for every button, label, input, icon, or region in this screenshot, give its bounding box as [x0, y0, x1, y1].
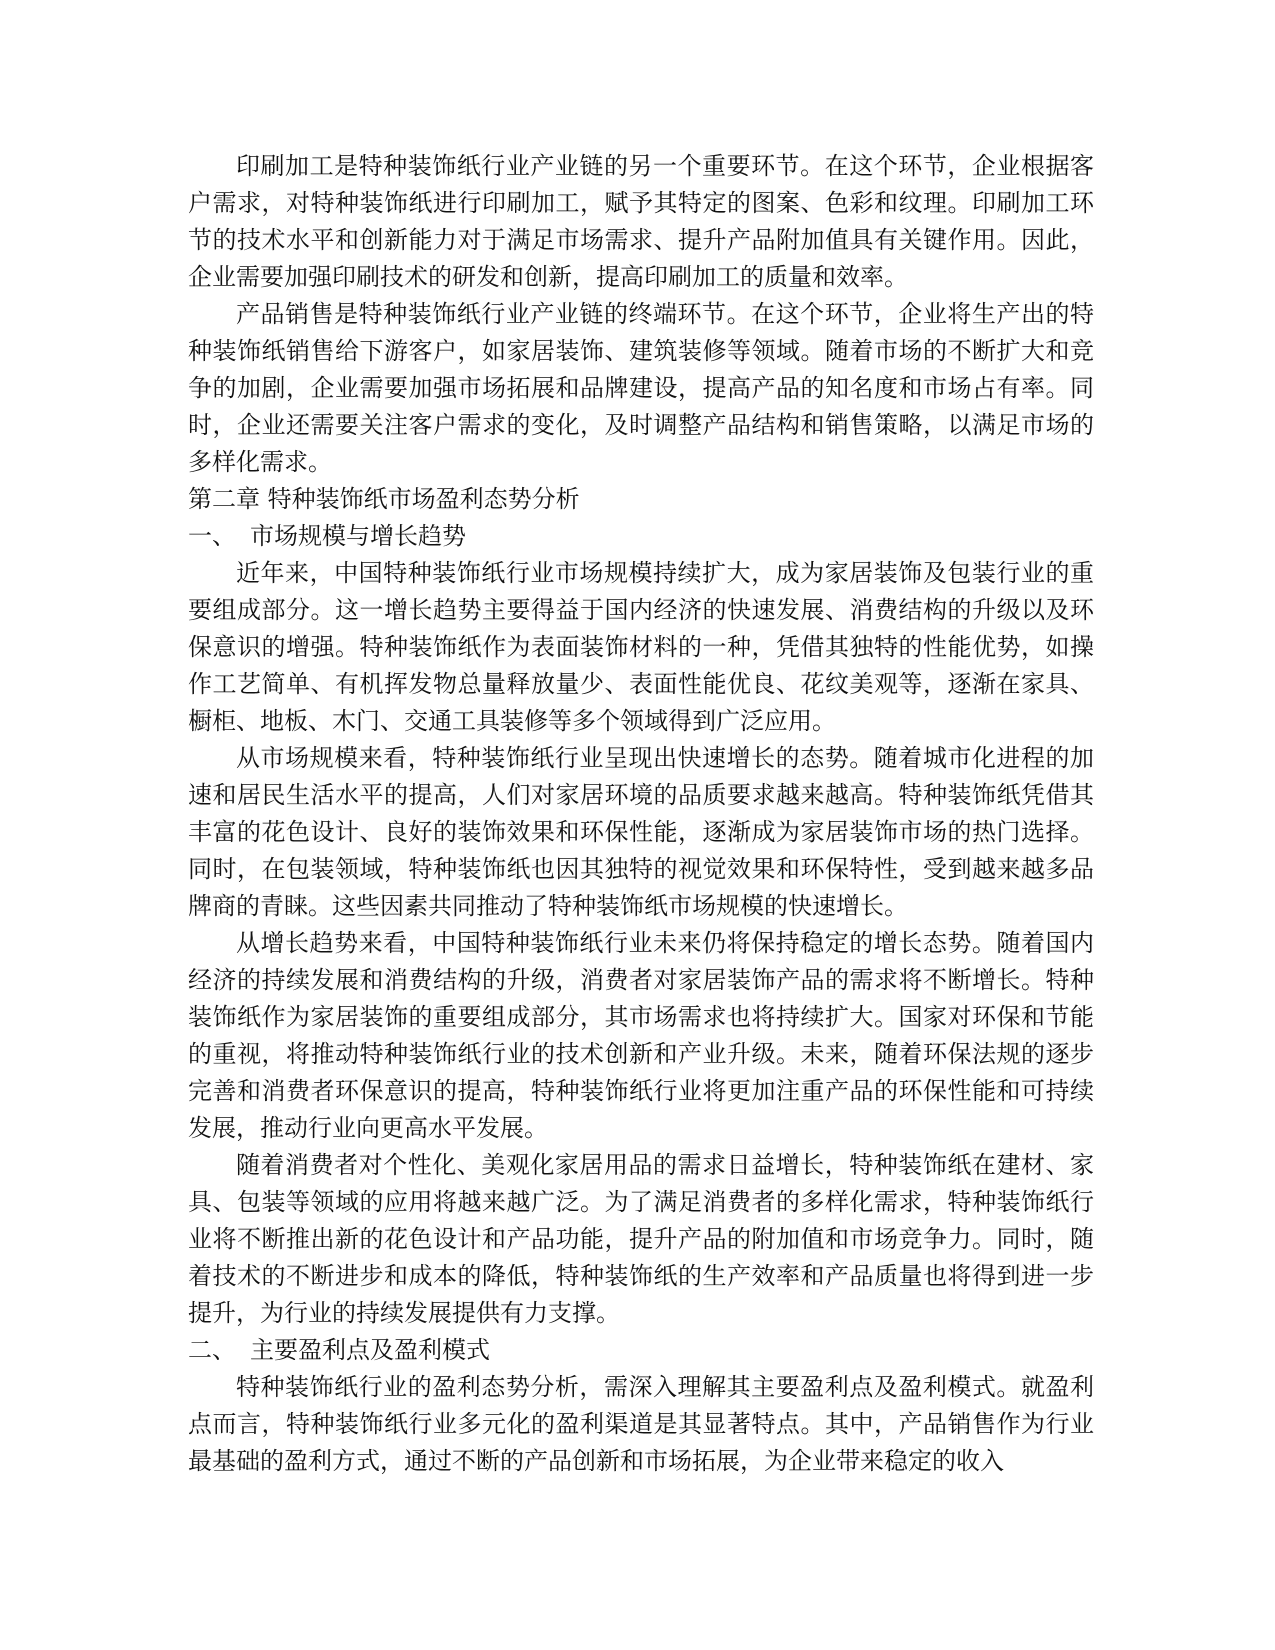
paragraph: 特种装饰纸行业的盈利态势分析，需深入理解其主要盈利点及盈利模式。就盈利点而言，特种装饰纸行业多元化的盈利渠道是其显著特点。其中，产品销售作为行业最基础的盈利方式，通过不断的产品创新和市场拓展，为企业带来稳定的收入	[188, 1373, 1094, 1475]
chapter-title: 第二章 特种装饰纸市场盈利态势分析	[188, 485, 580, 513]
section-title: 市场规模与增长趋势	[250, 522, 466, 550]
paragraph: 印刷加工是特种装饰纸行业产业链的另一个重要环节。在这个环节，企业根据客户需求，对特种装饰纸进行印刷加工，赋予其特定的图案、色彩和纹理。印刷加工环节的技术水平和创新能力对于满足市场需求、提升产品附加值具有关键作用。因此，企业需要加强印刷技术的研发和创新，提高印刷加工的质量和效率。	[188, 152, 1094, 291]
paragraph: 随着消费者对个性化、美观化家居用品的需求日益增长，特种装饰纸在建材、家具、包装等领域的应用将越来越广泛。为了满足消费者的多样化需求，特种装饰纸行业将不断推出新的花色设计和产品功能，提升产品的附加值和市场竞争力。同时，随着技术的不断进步和成本的降低，特种装饰纸的生产效率和产品质量也将得到进一步提升，为行业的持续发展提供有力支撑。	[188, 1151, 1094, 1327]
section-title: 主要盈利点及盈利模式	[250, 1336, 490, 1364]
paragraph: 近年来，中国特种装饰纸行业市场规模持续扩大，成为家居装饰及包装行业的重要组成部分。这一增长趋势主要得益于国内经济的快速发展、消费结构的升级以及环保意识的增强。特种装饰纸作为表面装饰材料的一种，凭借其独特的性能优势，如操作工艺简单、有机挥发物总量释放量少、表面性能优良、花纹美观等，逐渐在家具、橱柜、地板、木门、交通工具装修等多个领域得到广泛应用。	[188, 559, 1094, 735]
section-number: 一、	[188, 522, 236, 550]
section-heading	[188, 1332, 1094, 1369]
section-heading	[188, 518, 1094, 555]
paragraph: 从增长趋势来看，中国特种装饰纸行业未来仍将保持稳定的增长态势。随着国内经济的持续发展和消费结构的升级，消费者对家居装饰产品的需求将不断增长。特种装饰纸作为家居装饰的重要组成部分，其市场需求也将持续扩大。国家对环保和节能的重视，将推动特种装饰纸行业的技术创新和产业升级。未来，随着环保法规的逐步完善和消费者环保意识的提高，特种装饰纸行业将更加注重产品的环保性能和可持续发展，推动行业向更高水平发展。	[188, 929, 1094, 1142]
paragraph: 产品销售是特种装饰纸行业产业链的终端环节。在这个环节，企业将生产出的特种装饰纸销售给下游客户，如家居装饰、建筑装修等领域。随着市场的不断扩大和竞争的加剧，企业需要加强市场拓展和品牌建设，提高产品的知名度和市场占有率。同时，企业还需要关注客户需求的变化，及时调整产品结构和销售策略，以满足市场的多样化需求。	[188, 300, 1094, 476]
paragraph: 从市场规模来看，特种装饰纸行业呈现出快速增长的态势。随着城市化进程的加速和居民生活水平的提高，人们对家居环境的品质要求越来越高。特种装饰纸凭借其丰富的花色设计、良好的装饰效果和环保性能，逐渐成为家居装饰市场的热门选择。同时，在包装领域，特种装饰纸也因其独特的视觉效果和环保特性，受到越来越多品牌商的青睐。这些因素共同推动了特种装饰纸市场规模的快速增长。	[188, 744, 1094, 920]
section-number: 二、	[188, 1336, 236, 1364]
document-page	[188, 148, 1094, 1480]
